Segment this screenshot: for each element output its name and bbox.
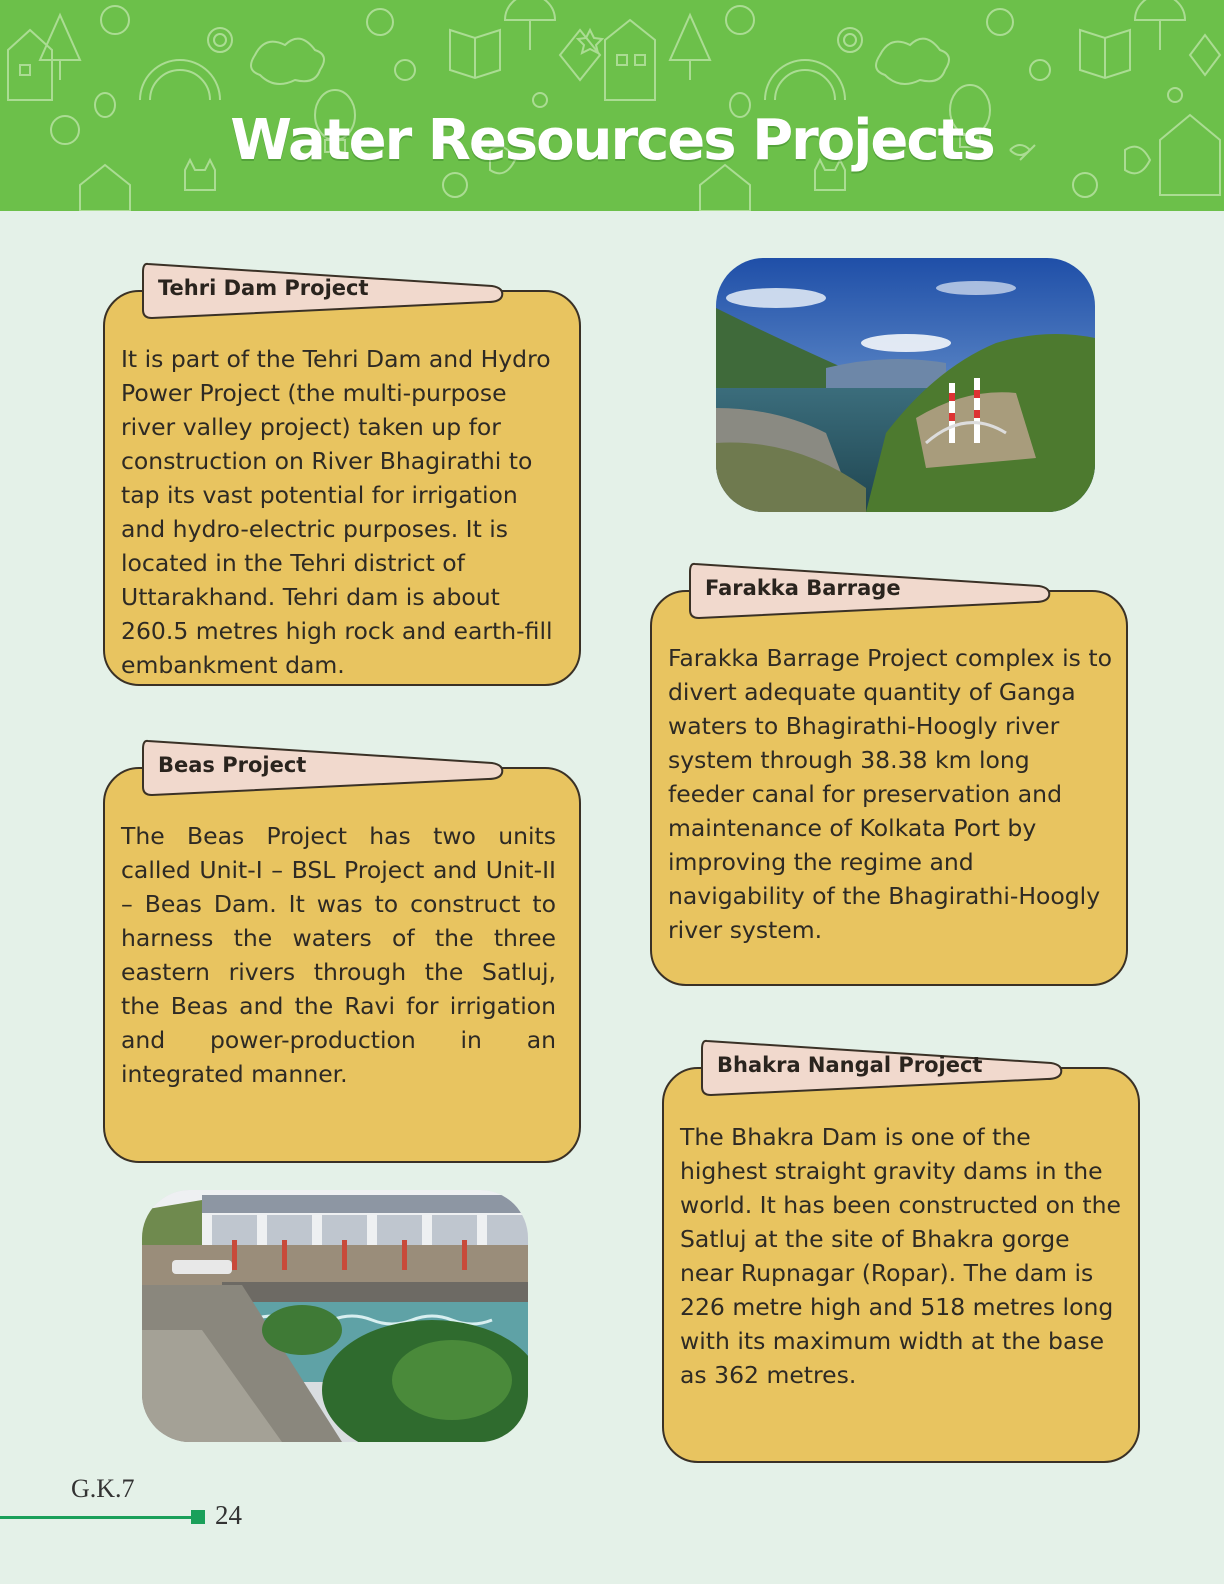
farakka-barrage-text: Farakka Barrage Project complex is to divert adequate quantity of Ganga waters to Bhagirathi-Hoogly river system through 38.38 km long feeder canal for preservation and maintenance of Kolkata Port by improving the regime and navigability of the Bhagirathi-Hoogly river system. [668, 644, 1112, 944]
bhakra-nangal-tab [699, 1039, 1064, 1097]
beas-project-text: The Beas Project has two units called Unit-I – BSL Project and Unit-II – Beas Dam. It was to construct to harness the waters of the three eastern rivers through the Satluj, the Beas and the Ravi for irrigation and power-production in an integrated manner. [121, 822, 556, 1088]
farakka-barrage-tab [687, 562, 1052, 620]
page-number: 24 [215, 1500, 242, 1530]
footer-square-marker [191, 1510, 205, 1524]
footer-rule [0, 1516, 192, 1519]
page-header [0, 0, 1224, 211]
beas-project-tab [140, 739, 505, 797]
doodle-pattern [0, 0, 1224, 211]
page-title: Water Resources Projects [230, 108, 994, 173]
tehri-dam-title: Tehri Dam Project [158, 276, 369, 300]
beas-project-photo [142, 1190, 528, 1442]
tehri-dam-photo [716, 258, 1095, 512]
bhakra-nangal-text: The Bhakra Dam is one of the highest straight gravity dams in the world. It has been constructed on the Satluj at the site of Bhakra gorge near Rupnagar (Ropar). The dam is 226 metre high and 518 metres long with its maximum width at the base as 362 metres. [680, 1123, 1121, 1389]
bhakra-nangal-title: Bhakra Nangal Project [717, 1053, 983, 1077]
farakka-barrage-title: Farakka Barrage [705, 576, 901, 600]
book-label: G.K.7 [71, 1474, 135, 1503]
beas-project-title: Beas Project [158, 753, 307, 777]
tehri-dam-text: It is part of the Tehri Dam and Hydro Power Project (the multi-purpose river valley project) taken up for construction on River Bhagirathi to tap its vast potential for irrigation and hydro-electric purposes. It is located in the Tehri district of Uttarakhand. Tehri dam is about 260.5 metres high rock and earth-fill embankment dam. [121, 345, 553, 679]
tehri-dam-tab [140, 262, 505, 320]
